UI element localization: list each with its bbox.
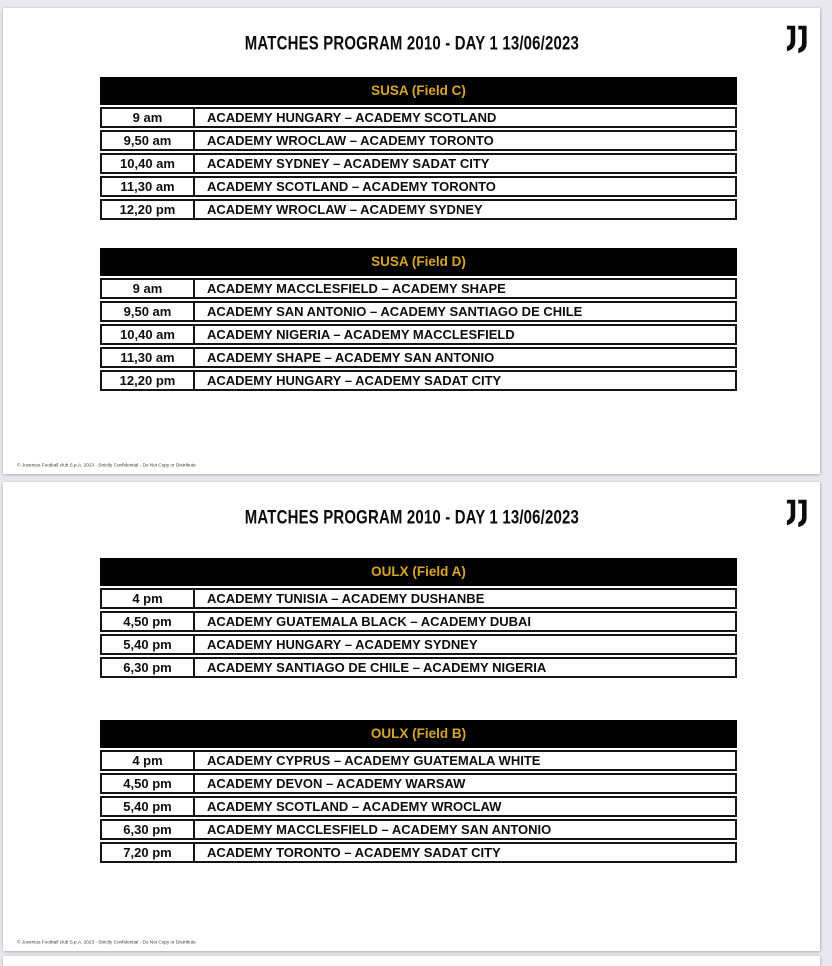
- match-time: 6,30 pm: [102, 659, 195, 676]
- confidentiality-footer: © Juventus Football club S.p.A. 2023 - Strictly Confidential - Do Not Copy or Distribute: [17, 940, 196, 945]
- match-row: [100, 796, 737, 817]
- table-rows: [100, 588, 737, 678]
- match-teams: ACADEMY SAN ANTONIO – ACADEMY SANTIAGO DE CHILE: [207, 304, 583, 319]
- document-page-3-sliver: [3, 956, 820, 966]
- match-row: [100, 130, 737, 151]
- match-teams: ACADEMY CYPRUS – ACADEMY GUATEMALA WHITE: [207, 753, 541, 768]
- match-time: 9 am: [102, 280, 195, 297]
- juventus-logo-icon: [786, 25, 809, 53]
- match-time: 10,40 am: [102, 326, 195, 343]
- match-time: 4 pm: [102, 590, 195, 607]
- match-time: 5,40 pm: [102, 798, 195, 815]
- table-rows: [100, 107, 737, 220]
- match-row: [100, 301, 737, 322]
- match-row: [100, 819, 737, 840]
- match-time: 9,50 am: [102, 303, 195, 320]
- match-time: 11,30 am: [102, 178, 195, 195]
- page-title-text: MATCHES PROGRAM 2010 - DAY 1 13/06/2023: [244, 506, 579, 529]
- match-teams: ACADEMY TORONTO – ACADEMY SADAT CITY: [207, 845, 501, 860]
- match-teams: ACADEMY MACCLESFIELD – ACADEMY SHAPE: [207, 281, 506, 296]
- match-teams: ACADEMY HUNGARY – ACADEMY SCOTLAND: [207, 110, 497, 125]
- match-teams: ACADEMY SCOTLAND – ACADEMY TORONTO: [207, 179, 496, 194]
- match-row: [100, 842, 737, 863]
- match-teams: ACADEMY GUATEMALA BLACK – ACADEMY DUBAI: [207, 614, 532, 629]
- match-teams: ACADEMY HUNGARY – ACADEMY SYDNEY: [207, 637, 478, 652]
- match-teams: ACADEMY SHAPE – ACADEMY SAN ANTONIO: [207, 350, 495, 365]
- table-header: SUSA (Field C): [100, 77, 737, 105]
- match-time: 4 pm: [102, 752, 195, 769]
- match-row: [100, 347, 737, 368]
- match-time: 4,50 pm: [102, 613, 195, 630]
- table-rows: [100, 278, 737, 391]
- match-teams: ACADEMY HUNGARY – ACADEMY SADAT CITY: [207, 373, 502, 388]
- match-row: [100, 278, 737, 299]
- page-title: [3, 8, 820, 54]
- page-title: [3, 482, 820, 528]
- match-time: 7,20 pm: [102, 844, 195, 861]
- match-row: [100, 750, 737, 771]
- match-teams: ACADEMY MACCLESFIELD – ACADEMY SAN ANTONIO: [207, 822, 552, 837]
- document-page-2: [3, 482, 820, 951]
- match-teams: ACADEMY SYDNEY – ACADEMY SADAT CITY: [207, 156, 490, 171]
- match-row: [100, 199, 737, 220]
- match-teams: ACADEMY WROCLAW – ACADEMY TORONTO: [207, 133, 494, 148]
- match-time: 5,40 pm: [102, 636, 195, 653]
- match-row: [100, 370, 737, 391]
- match-row: [100, 153, 737, 174]
- match-row: [100, 773, 737, 794]
- match-teams: ACADEMY SCOTLAND – ACADEMY WROCLAW: [207, 799, 502, 814]
- match-teams: ACADEMY DEVON – ACADEMY WARSAW: [207, 776, 466, 791]
- table-rows: [100, 750, 737, 863]
- match-row: [100, 324, 737, 345]
- match-row: [100, 611, 737, 632]
- table-header: SUSA (Field D): [100, 248, 737, 276]
- match-time: 12,20 pm: [102, 201, 195, 218]
- match-time: 9 am: [102, 109, 195, 126]
- match-teams: ACADEMY NIGERIA – ACADEMY MACCLESFIELD: [207, 327, 515, 342]
- match-row: [100, 634, 737, 655]
- page-title-text: MATCHES PROGRAM 2010 - DAY 1 13/06/2023: [244, 32, 579, 55]
- schedule-table-susa-field-d: [100, 248, 737, 391]
- match-time: 10,40 am: [102, 155, 195, 172]
- match-time: 4,50 pm: [102, 775, 195, 792]
- schedule-table-susa-field-c: [100, 77, 737, 220]
- match-row: [100, 588, 737, 609]
- schedule-table-oulx-field-a: [100, 558, 737, 678]
- match-row: [100, 657, 737, 678]
- match-teams: ACADEMY TUNISIA – ACADEMY DUSHANBE: [207, 591, 485, 606]
- match-time: 6,30 pm: [102, 821, 195, 838]
- confidentiality-footer: © Juventus Football club S.p.A. 2023 - Strictly Confidential - Do Not Copy or Distribute: [17, 463, 196, 468]
- match-time: 11,30 am: [102, 349, 195, 366]
- match-row: [100, 176, 737, 197]
- match-time: 9,50 am: [102, 132, 195, 149]
- juventus-logo-icon: [786, 499, 809, 527]
- schedule-table-oulx-field-b: [100, 720, 737, 863]
- match-teams: ACADEMY SANTIAGO DE CHILE – ACADEMY NIGERIA: [207, 660, 547, 675]
- document-page-1: [3, 8, 820, 474]
- match-row: [100, 107, 737, 128]
- match-teams: ACADEMY WROCLAW – ACADEMY SYDNEY: [207, 202, 483, 217]
- table-header: OULX (Field A): [100, 558, 737, 586]
- match-time: 12,20 pm: [102, 372, 195, 389]
- table-header: OULX (Field B): [100, 720, 737, 748]
